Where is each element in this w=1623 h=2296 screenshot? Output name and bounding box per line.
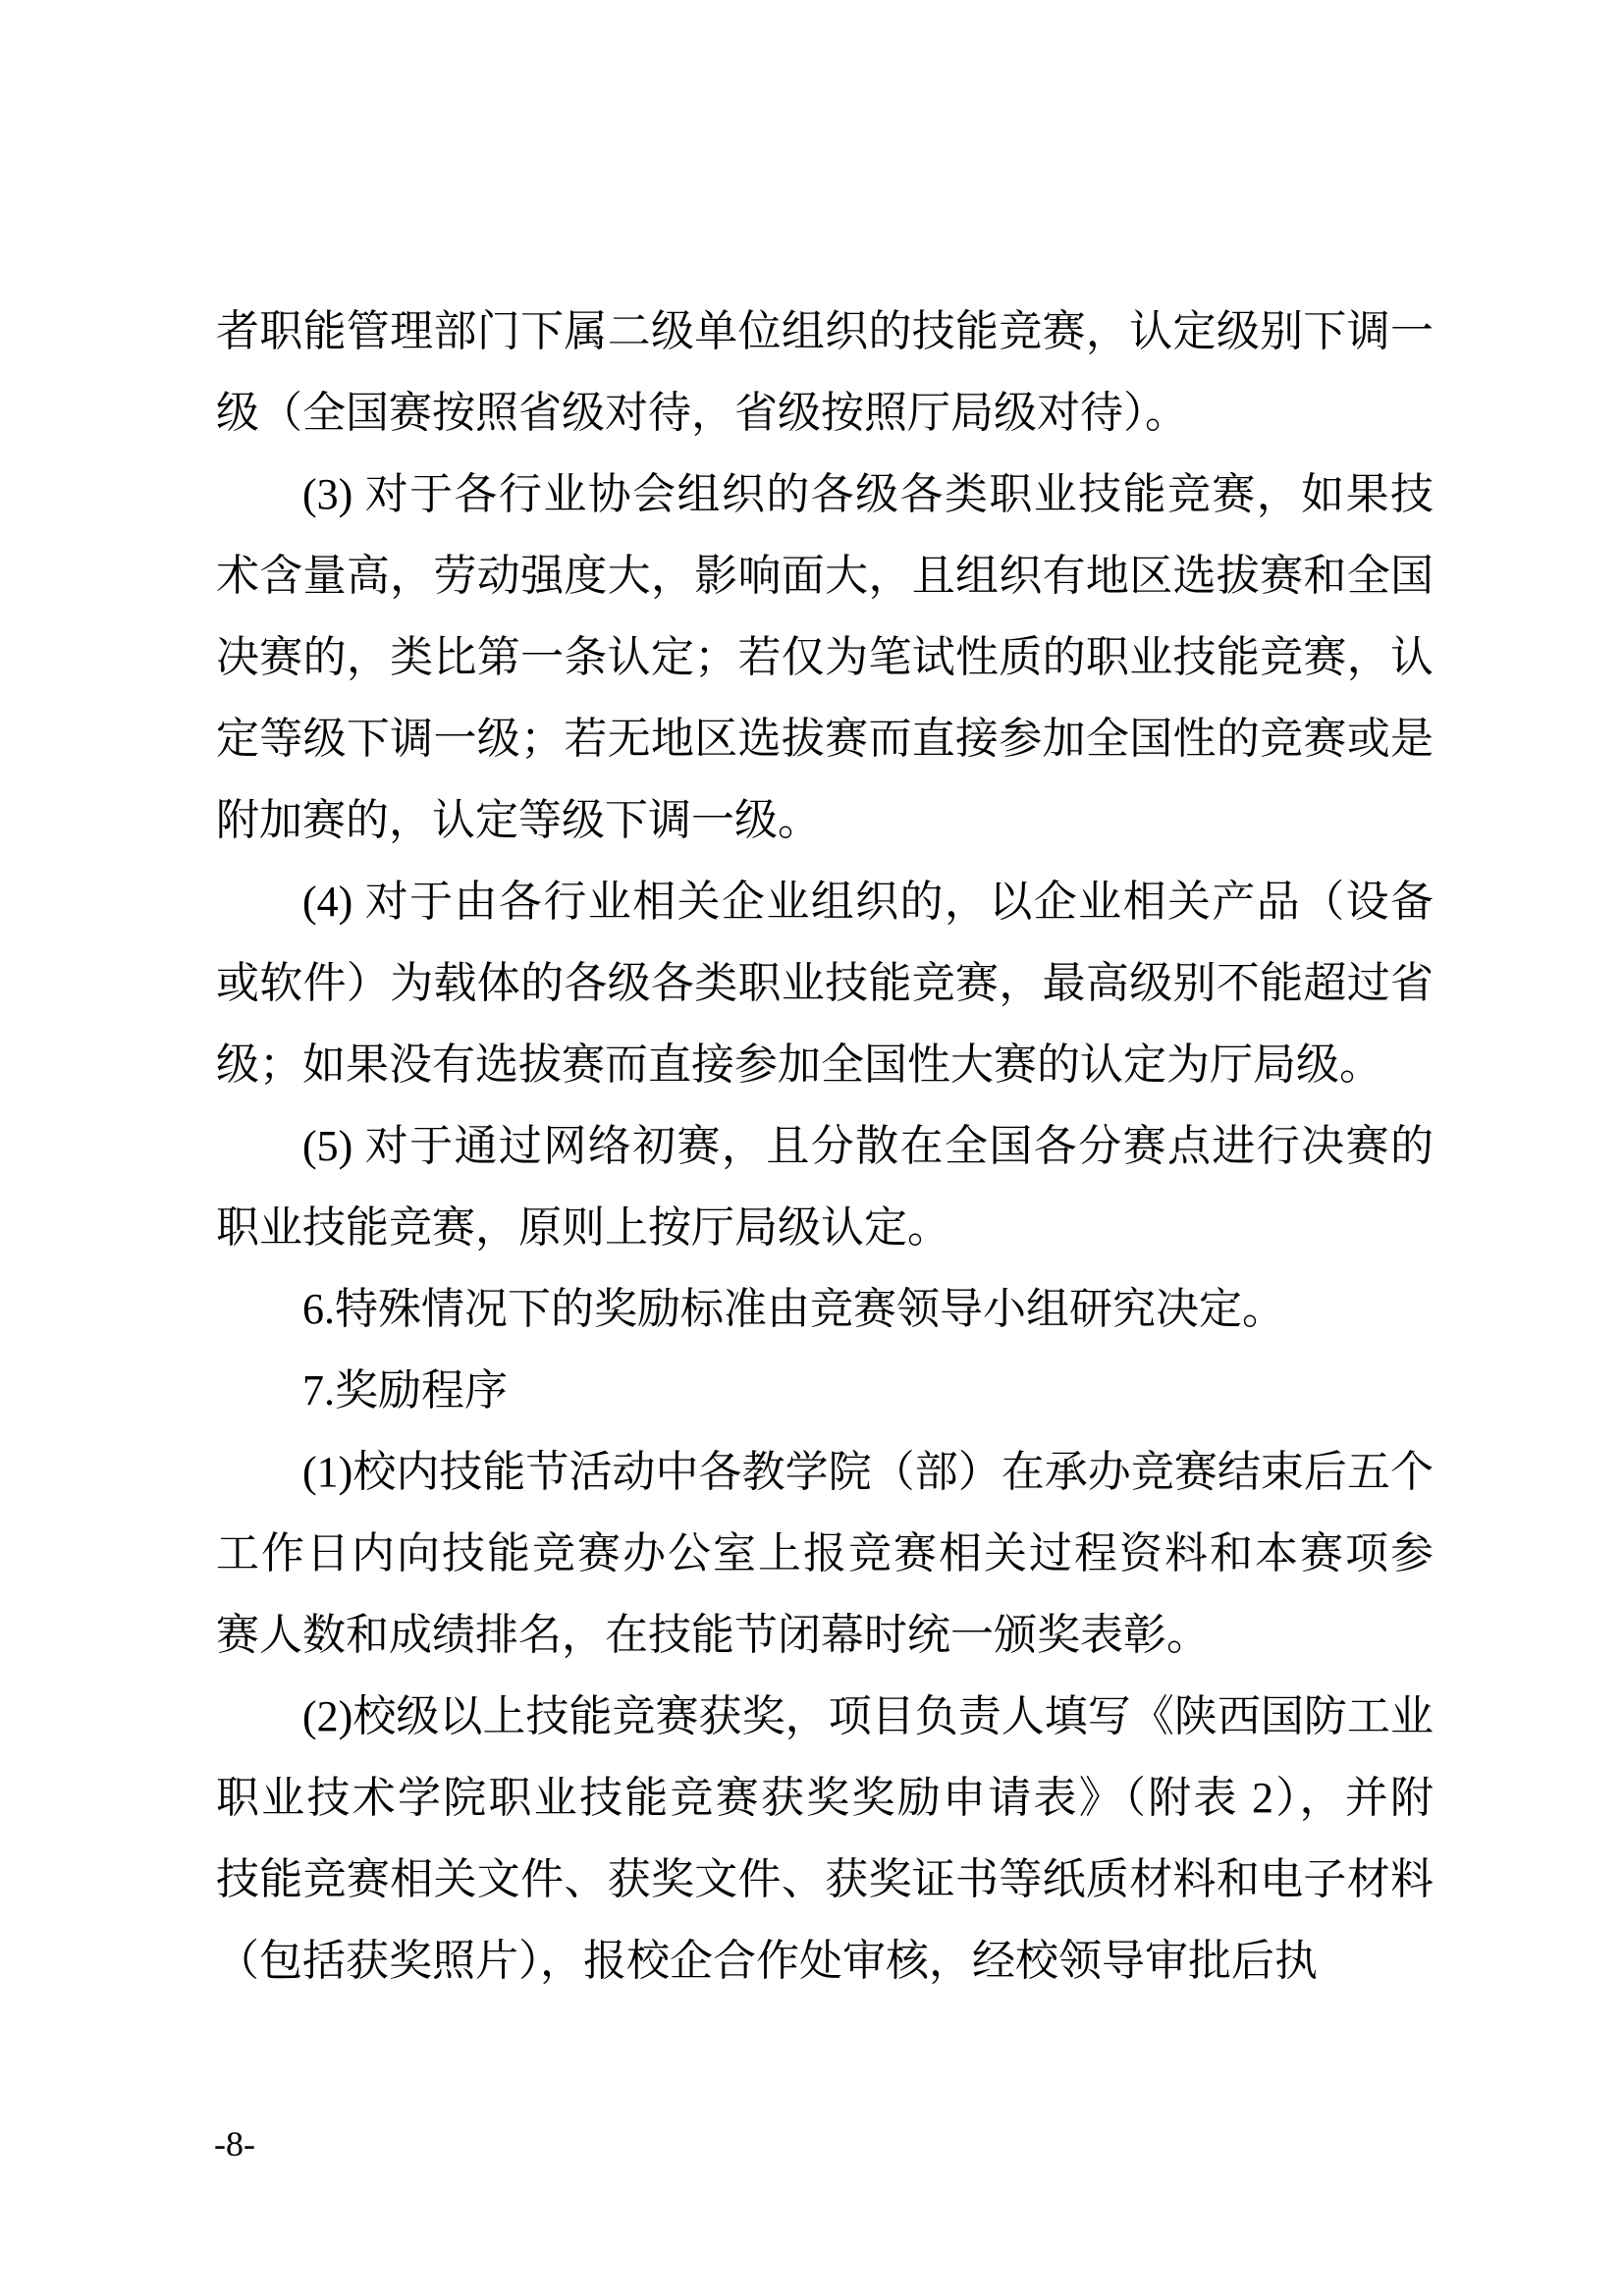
text-line: (5) 对于通过网络初赛，且分散在全国各分赛点进行决赛的 [302, 1122, 1434, 1170]
text-line: 技能竞赛相关文件、获奖文件、获奖证书等纸质材料和电子材料 [216, 1855, 1434, 1903]
text-line: （包括获奖照片），报校企合作处审核，经校领导审批后执 [216, 1937, 1318, 1985]
text-line: 术含量高，劳动强度大，影响面大，且组织有地区选拔赛和全国 [216, 552, 1434, 600]
text-line: (4) 对于由各行业相关企业组织的，以企业相关产品（设备 [302, 878, 1434, 926]
text-line: 工作日内向技能竞赛办公室上报竞赛相关过程资料和本赛项参 [216, 1529, 1434, 1577]
text-line: 赛人数和成绩排名，在技能节闭幕时统一颁奖表彰。 [216, 1611, 1210, 1659]
text-line: 决赛的，类比第一条认定；若仅为笔试性质的职业技能竞赛，认 [216, 633, 1434, 681]
text-line: (1)校内技能节活动中各教学院（部）在承办竞赛结束后五个 [302, 1448, 1434, 1496]
text-line: 职业技能竞赛，原则上按厅局级认定。 [216, 1203, 950, 1252]
page-number: -8- [214, 2124, 255, 2163]
text-line: 者职能管理部门下属二级单位组织的技能竞赛，认定级别下调一 [216, 307, 1434, 355]
text-line: 职业技术学院职业技能竞赛获奖奖励申请表》（附表 2），并附 [216, 1774, 1434, 1822]
text-line: 级（全国赛按照省级对待，省级按照厅局级对待）。 [216, 389, 1188, 437]
text-line: 7.奖励程序 [302, 1366, 508, 1415]
text-line: (2)校级以上技能竞赛获奖，项目负责人填写《陕西国防工业 [302, 1692, 1434, 1740]
text-line: 附加赛的，认定等级下调一级。 [216, 796, 821, 844]
text-line: 6.特殊情况下的奖励标准由竞赛领导小组研究决定。 [302, 1285, 1285, 1333]
text-block [216, 291, 1434, 2002]
text-line: (3) 对于各行业协会组织的各级各类职业技能竞赛，如果技 [302, 470, 1434, 518]
text-line: 级；如果没有选拔赛而直接参加全国性大赛的认定为厅局级。 [216, 1041, 1382, 1089]
text-line: 定等级下调一级；若无地区选拔赛而直接参加全国性的竞赛或是 [216, 715, 1434, 763]
text-line: 或软件）为载体的各级各类职业技能竞赛，最高级别不能超过省 [216, 959, 1434, 1007]
